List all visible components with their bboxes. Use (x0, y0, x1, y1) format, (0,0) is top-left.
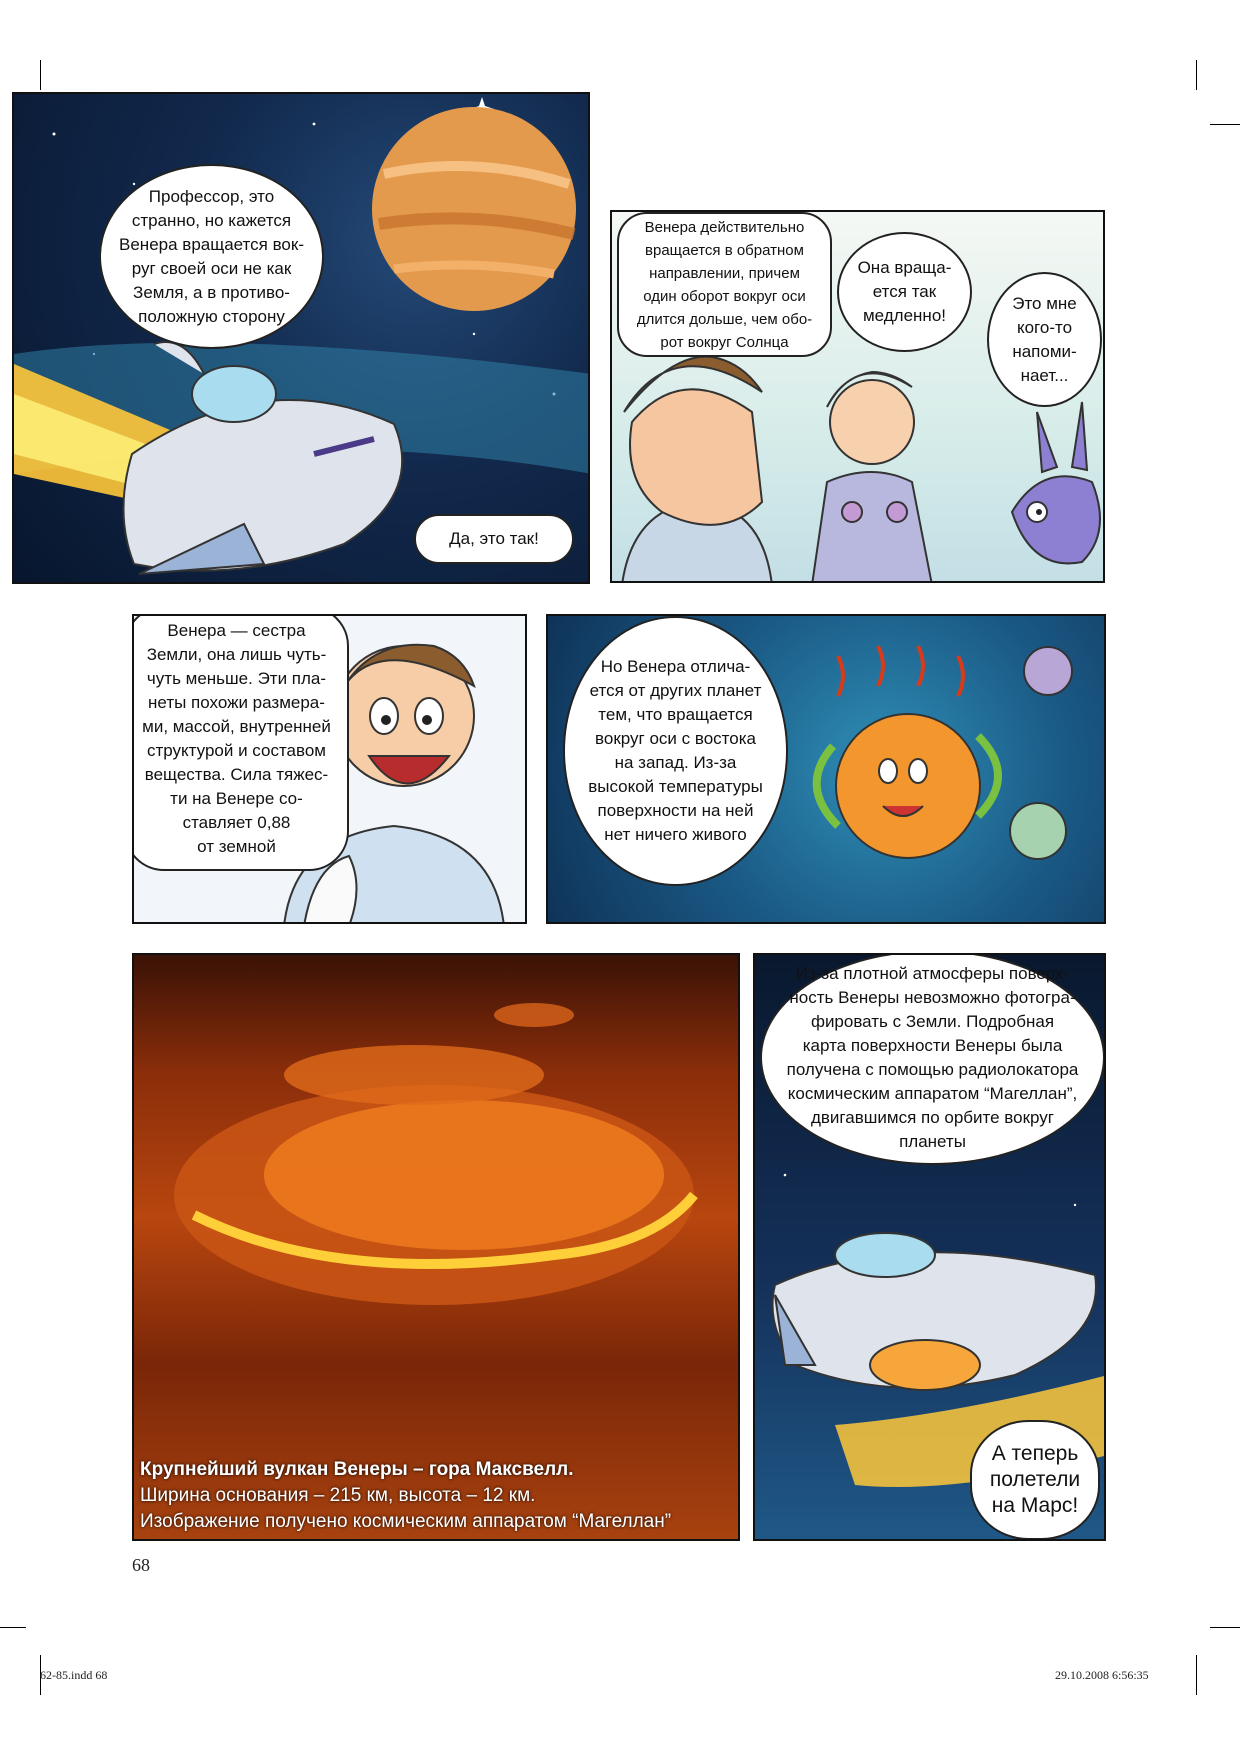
crop-mark (1210, 124, 1240, 125)
panel1-art (14, 94, 590, 584)
small-planet-icon (1010, 647, 1072, 859)
speech-bubble: Венера действительно вращается в обратном направлении, причем один оборот вокруг оси длится дольше, чем обо- рот вокруг Солнца (617, 212, 832, 357)
caption-title: Крупнейший вулкан Венеры – гора Максвелл. (140, 1459, 574, 1480)
sun-planet-icon (836, 646, 980, 858)
speech-bubble: Венера — сестра Земли, она лишь чуть- чуть меньше. Эти пла- неты похожи размера- ми, массой, внутренней структурой и составом вещества. Сила тяжес- ти на Венере со- ставляет 0,88 от земной (132, 614, 349, 871)
comic-panel-5 (132, 953, 740, 1541)
caption-line: Ширина основания – 215 км, высота – 12 км. (140, 1485, 536, 1506)
speech-bubble: Да, это так! (414, 514, 574, 564)
footer-datetime: 29.10.2008 6:56:35 (1055, 1668, 1149, 1682)
speech-bubble: Это мне кого-то напоми- нает... (987, 272, 1102, 407)
comic-panel-4 (546, 614, 1106, 924)
character-rabbit-icon (1012, 402, 1100, 563)
character-boy-icon (812, 372, 932, 583)
spaceship-icon (773, 1233, 1097, 1390)
comic-panel-1 (12, 92, 590, 584)
crop-mark (1210, 1627, 1240, 1628)
crop-mark (0, 1627, 26, 1628)
speech-bubble: Она враща- ется так медленно! (837, 232, 972, 352)
crop-mark (1196, 1655, 1197, 1695)
comic-panel-6 (753, 953, 1106, 1541)
speech-bubble: Но Венера отлича- ется от других планет тем, что вращается вокруг оси с востока на запад. Из-за высокой температуры поверхности на ней нет ничего живого (563, 616, 788, 886)
speech-bubble: Профессор, это странно, но кажется Венера вращается вок- руг своей оси не как Земля, а в противо- положную сторону (99, 164, 324, 349)
comic-panel-3 (132, 614, 527, 924)
speech-bubble: Из-за плотной атмосферы поверх- ность Венеры невозможно фотогра- фировать с Земли. Подробная карта поверхности Венеры была получена с помощью радиолокатора космическим аппаратом “Магеллан”, двигавшимся по орбите вокруг планеты (760, 953, 1105, 1165)
planet-venus-icon (372, 107, 576, 311)
character-professor-icon (622, 357, 772, 583)
crop-mark (40, 60, 41, 90)
page-number: 68 (132, 1555, 150, 1575)
photo-caption (140, 1457, 730, 1535)
volcano-photo (134, 955, 740, 1541)
caption-line: Изображение получено космическим аппаратом “Магеллан” (140, 1511, 672, 1532)
comic-panel-2 (610, 210, 1105, 583)
speech-bubble: А теперь полетели на Марс! (970, 1420, 1100, 1540)
footer-file: 62-85.indd 68 (40, 1668, 108, 1682)
crop-mark (1196, 60, 1197, 90)
